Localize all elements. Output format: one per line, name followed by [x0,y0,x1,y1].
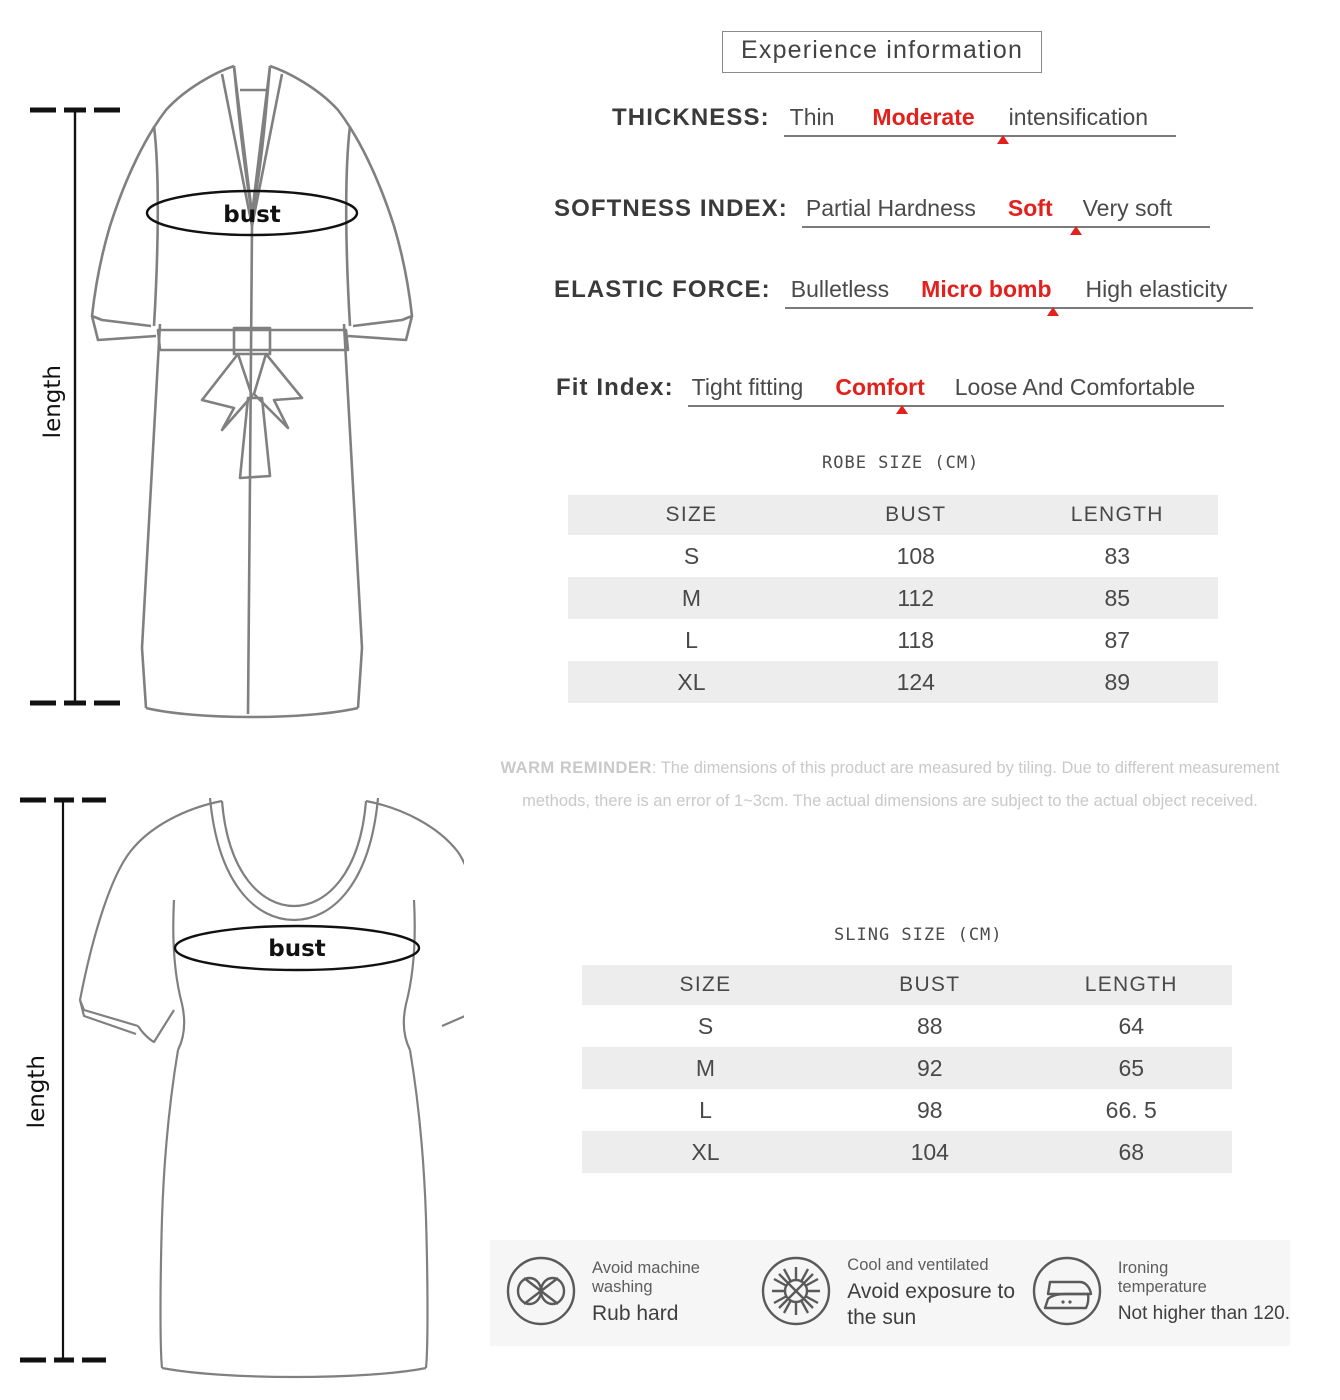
selection-marker-icon [997,135,1009,144]
experience-row-fit [556,374,1224,407]
care-item-no-machine-wash [502,1252,751,1335]
selection-marker-icon [1047,307,1059,316]
table-row [582,1047,1232,1089]
sling-table-caption: SLING SIZE (CM) [834,925,1003,945]
table-row [568,577,1218,619]
experience-label: ELASTIC FORCE: [554,276,771,303]
experience-label: THICKNESS: [612,104,770,131]
column-header-size: SIZE [568,495,815,535]
care-text [592,1259,751,1327]
cell-length: 68 [1031,1131,1233,1173]
cell-bust: 112 [815,577,1017,619]
robe-sketch-svg [26,48,476,730]
sling-illustration [14,788,464,1388]
cell-bust: 118 [897,626,935,653]
experience-option-micro-bomb[interactable]: Micro bomb [921,276,1052,302]
table-row [568,619,1218,661]
robe-size-table [568,495,1218,703]
table-row [568,535,1218,577]
care-title: Rub hard [592,1302,679,1325]
cell-bust: 104 [829,1131,1031,1173]
selection-marker-icon [1070,226,1082,235]
column-header-size: SIZE [582,965,829,1005]
experience-option-loose-and-comfortable[interactable]: Loose And Comfortable [954,374,1196,400]
sling-bust-label: bust [268,936,326,962]
table-row [582,1131,1232,1173]
robe-illustration [26,48,476,730]
care-subtitle: Avoid machine washing [592,1259,700,1296]
cell-size: XL [568,661,815,703]
experience-option-bulletless[interactable]: Bulletless [790,276,890,302]
care-subtitle: Cool and ventilated [847,1255,989,1274]
care-title: Not higher than 120. [1117,1303,1290,1324]
care-text [1118,1259,1290,1327]
cell-size: M [568,577,815,619]
column-header-bust: BUST [829,965,1031,1005]
experience-option-comfort[interactable]: Comfort [835,374,925,400]
experience-option-partial-hardness[interactable]: Partial Hardness [805,195,976,221]
experience-label: SOFTNESS INDEX: [554,195,788,222]
cell-bust: 124 [815,661,1017,703]
care-item-ironing [1028,1252,1290,1335]
cell-bust: 108 [896,542,935,569]
experience-row-thickness [612,104,1176,137]
cell-length: 85 [1017,577,1219,619]
experience-option-very-soft[interactable]: Very soft [1082,195,1173,221]
cell-size: L [685,626,698,653]
selection-marker-icon [896,405,908,414]
care-text [847,1256,1022,1331]
experience-label: Fit Index: [556,374,674,401]
cell-length: 66. 5 [1105,1096,1157,1123]
no-sun-exposure-icon [757,1252,835,1335]
warm-reminder-prefix: WARM REMINDER [500,759,652,777]
cell-size: XL [582,1131,829,1173]
care-subtitle: Ironing temperature [1117,1259,1207,1296]
table-header-row [582,965,1232,1005]
column-header-bust: BUST [815,495,1017,535]
sling-length-label: length [24,1055,50,1129]
warm-reminder-line1 [501,759,1280,777]
experience-scale [802,195,1210,228]
cell-size: S [683,542,700,569]
experience-scale [784,104,1176,137]
warm-reminder-line2: methods, there is an error of 1~3cm. The actual dimensions are subject to the actual object received. [522,792,1258,810]
cell-bust: 92 [829,1047,1031,1089]
table-header-row [568,495,1218,535]
warm-reminder [495,752,1285,818]
experience-option-intensification[interactable]: intensification [1008,104,1149,130]
cell-size: M [582,1047,829,1089]
robe-length-label: length [40,365,66,439]
table-row [582,1089,1232,1131]
cell-length: 83 [1104,542,1131,569]
warm-reminder-text1: : The dimensions of this product are measured by tiling. Due to different measurement [651,759,1280,777]
sling-size-table [582,965,1232,1173]
experience-scale [688,374,1224,407]
robe-table-caption: ROBE SIZE (CM) [822,453,980,473]
care-title: Avoid exposure to the sun [847,1279,1016,1329]
care-instructions [490,1240,1290,1346]
cell-size: S [697,1012,714,1039]
experience-scale [785,276,1253,309]
table-row [582,1005,1232,1047]
cell-bust: 88 [916,1012,943,1039]
cell-bust: 98 [916,1096,943,1123]
column-header-length: LENGTH [1017,495,1219,535]
experience-option-soft[interactable]: Soft [1007,195,1053,221]
experience-option-tight-fitting[interactable]: Tight fitting [691,374,804,400]
cell-length: 89 [1017,661,1219,703]
no-machine-wash-icon [502,1252,580,1335]
experience-option-moderate[interactable]: Moderate [872,104,975,130]
page-title: Experience information [722,31,1042,73]
iron-temperature-icon [1028,1252,1106,1335]
cell-length: 64 [1118,1012,1145,1039]
column-header-length: LENGTH [1031,965,1233,1005]
experience-row-softness [554,195,1210,228]
table-row [568,661,1218,703]
sling-sketch-svg [14,788,464,1388]
cell-length: 65 [1031,1047,1233,1089]
experience-option-thin[interactable]: Thin [789,104,835,130]
care-item-avoid-sun [757,1252,1022,1335]
experience-option-high-elasticity[interactable]: High elasticity [1085,276,1228,302]
experience-row-elastic [554,276,1253,309]
robe-bust-label: bust [223,202,281,228]
cell-length: 87 [1104,626,1131,653]
cell-size: L [699,1096,712,1123]
